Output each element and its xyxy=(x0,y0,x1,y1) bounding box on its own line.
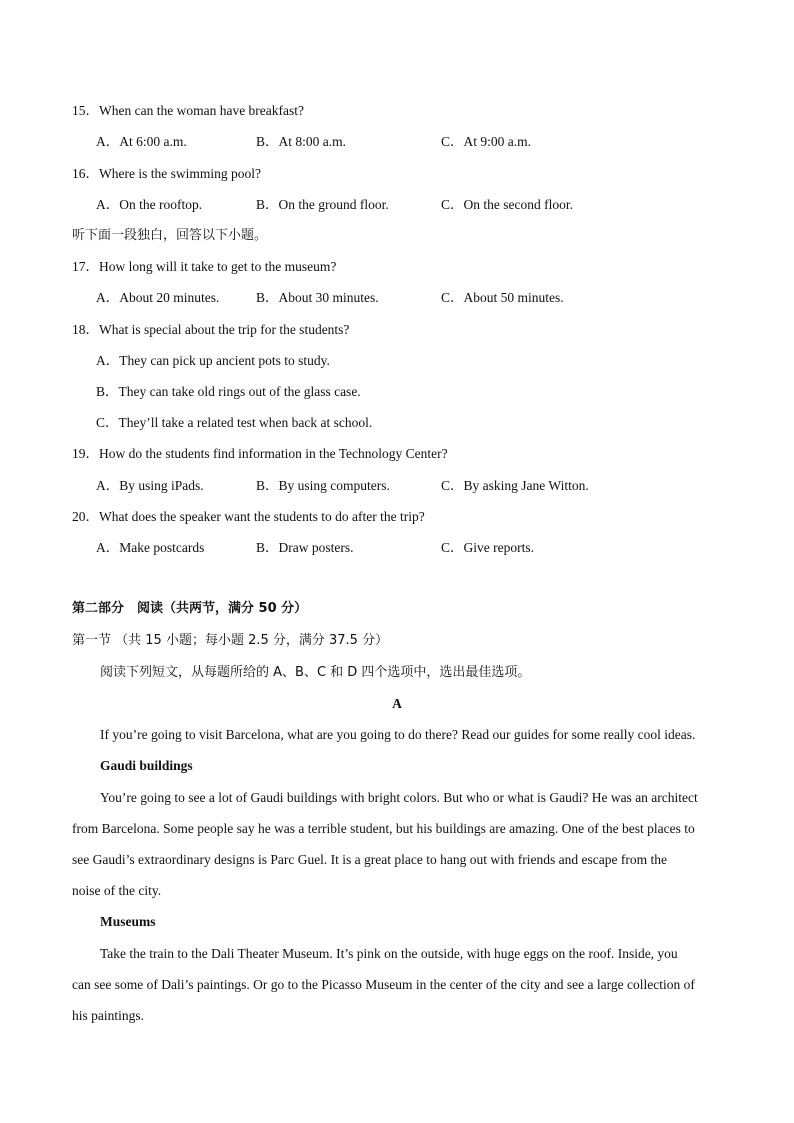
question-number: 18． xyxy=(72,322,99,337)
question-15 xyxy=(72,102,304,120)
section1-heading: 第一节 （共 15 小题；每小题 2.5 分，满分 37.5 分） xyxy=(72,633,389,648)
option-16-a: A．On the rooftop. xyxy=(96,197,203,212)
para1-line4: noise of the city. xyxy=(72,883,162,898)
option-16-c: C．On the second floor. xyxy=(441,197,573,212)
para1-line1: You’re going to see a lot of Gaudi buildings with bright colors. But who or what is Gaudi? He was an architect xyxy=(100,790,698,805)
question-18 xyxy=(72,321,349,339)
option-20-c: C．Give reports. xyxy=(441,540,534,555)
question-16 xyxy=(72,165,261,183)
option-20-b: B．Draw posters. xyxy=(256,540,354,555)
option-19-c: C．By asking Jane Witton. xyxy=(441,478,589,493)
para2-line3: his paintings. xyxy=(72,1008,145,1023)
question-number: 16． xyxy=(72,166,99,181)
option-15-c: C．At 9:00 a.m. xyxy=(441,134,531,149)
option-15-b: B．At 8:00 a.m. xyxy=(256,134,346,149)
question-17 xyxy=(72,258,336,276)
question-text: When can the woman have breakfast? xyxy=(99,103,305,118)
option-18-a: A．They can pick up ancient pots to study. xyxy=(96,353,330,368)
para2-line1: Take the train to the Dali Theater Museum. It’s pink on the outside, with huge eggs on the roof. Inside, you xyxy=(100,946,678,961)
question-number: 20． xyxy=(72,509,99,524)
option-20-a: A．Make postcards xyxy=(96,540,205,555)
heading-gaudi: Gaudi buildings xyxy=(100,758,193,773)
question-19 xyxy=(72,445,448,463)
question-text: What does the speaker want the students to do after the trip? xyxy=(99,509,425,524)
option-18-b: B．They can take old rings out of the glass case. xyxy=(96,384,361,399)
option-19-a: A．By using iPads. xyxy=(96,478,204,493)
question-number: 15． xyxy=(72,103,99,118)
reading-instruction: 阅读下列短文，从每题所给的 A、B、C 和 D 四个选项中，选出最佳选项。 xyxy=(100,665,531,680)
monologue-instruction: 听下面一段独白，回答以下小题。 xyxy=(72,228,268,243)
passage-label: A xyxy=(392,696,402,711)
passage-intro: If you’re going to visit Barcelona, what are you going to do there? Read our guides for some really cool ideas. xyxy=(100,727,696,742)
para1-line3: see Gaudi’s extraordinary designs is Parc Guel. It is a great place to hang out with friends and escape from the xyxy=(72,852,667,867)
question-number: 19． xyxy=(72,446,99,461)
question-text: What is special about the trip for the students? xyxy=(99,322,350,337)
option-17-c: C．About 50 minutes. xyxy=(441,290,564,305)
question-text: How long will it take to get to the museum? xyxy=(99,259,337,274)
option-15-a: A．At 6:00 a.m. xyxy=(96,134,187,149)
option-16-b: B．On the ground floor. xyxy=(256,197,389,212)
option-17-a: A．About 20 minutes. xyxy=(96,290,220,305)
question-number: 17． xyxy=(72,259,99,274)
option-19-b: B．By using computers. xyxy=(256,478,390,493)
part2-title: 第二部分 阅读（共两节，满分 50 分） xyxy=(72,601,308,616)
option-17-b: B．About 30 minutes. xyxy=(256,290,379,305)
option-18-c: C．They’ll take a related test when back at school. xyxy=(96,415,373,430)
question-text: How do the students find information in the Technology Center? xyxy=(99,446,448,461)
para2-line2: can see some of Dali’s paintings. Or go to the Picasso Museum in the center of the city and see a large collection of xyxy=(72,977,695,992)
question-text: Where is the swimming pool? xyxy=(99,166,261,181)
question-20 xyxy=(72,508,425,526)
para1-line2: from Barcelona. Some people say he was a terrible student, but his buildings are amazing. One of the best places to xyxy=(72,821,695,836)
heading-museums: Museums xyxy=(100,914,156,929)
